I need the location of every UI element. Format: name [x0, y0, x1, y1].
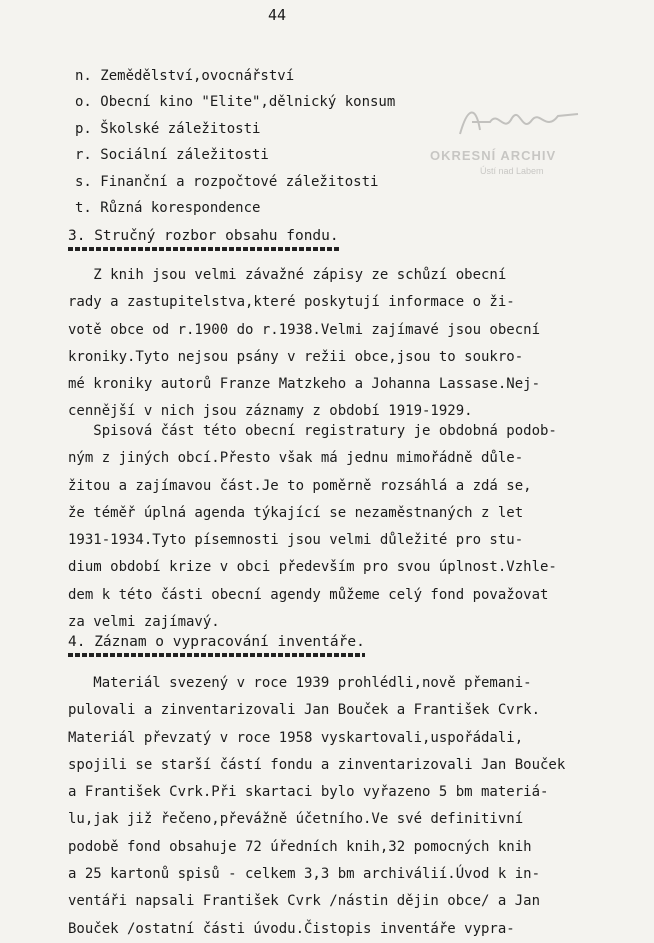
- list-item: r. Sociální záležitosti: [75, 147, 269, 164]
- text-line: mé kroniky autorů Franze Matzkeho a Johanna Lassase.Nej-: [68, 376, 541, 393]
- text-line: 1931-1934.Tyto písemnosti jsou velmi důležité pro stu-: [68, 532, 524, 549]
- text-line: Spisová část této obecní registratury je obdobná podob-: [68, 423, 557, 439]
- list-item: o. Obecní kino "Elite",dělnický konsum: [75, 94, 396, 111]
- page-number: 44: [268, 6, 287, 24]
- text-line: dem k této části obecní agendy můžeme celý fond považovat: [68, 586, 549, 603]
- text-line: ným z jiných obcí.Přesto však má jednu mimořádně důle-: [68, 450, 524, 467]
- section-3-heading-text: 3. Stručný rozbor obsahu fondu.: [68, 228, 339, 244]
- text-line: Materiál svezený v roce 1939 prohlédli,nově přemani-: [68, 675, 532, 691]
- text-line: že téměř úplná agenda týkající se nezaměstnaných z let: [68, 504, 524, 521]
- section-4-heading-text: 4. Záznam o vypracování inventáře.: [68, 634, 365, 650]
- text-line: kroniky.Tyto nejsou psány v režii obce,jsou to soukro-: [68, 348, 524, 365]
- text-line: votě obce od r.1900 do r.1938.Velmi zajímavé jsou obecní: [68, 321, 541, 338]
- text-line: cennější v nich jsou záznamy z období 1919-1929.: [68, 403, 473, 420]
- list-item: s. Finanční a rozpočtové záležitosti: [75, 173, 379, 190]
- list-item: n. Zemědělství,ovocnářství: [75, 68, 295, 84]
- section-3-paragraph-1: [68, 262, 628, 426]
- list-item: t. Různá korespondence: [75, 199, 261, 216]
- heading-underline: [68, 247, 339, 251]
- text-line: rady a zastupitelstva,které poskytují informace o ži-: [68, 294, 515, 311]
- stamp-line-1: OKRESNÍ ARCHIV: [430, 148, 557, 163]
- text-line: pulovali a zinventarizovali Jan Bouček a František Cvrk.: [68, 702, 541, 719]
- text-line: Bouček /ostatní části úvodu.Čistopis inventáře vypra-: [68, 920, 515, 937]
- text-line: Z knih jsou velmi závažné zápisy ze schůzí obecní: [68, 267, 507, 283]
- text-line: za velmi zajímavý.: [68, 614, 220, 631]
- text-line: žitou a zajímavou část.Je to poměrně rozsáhlá a zdá se,: [68, 477, 532, 494]
- text-line: lu,jak již řečeno,převážně účetního.Ve své definitivní: [68, 811, 524, 828]
- text-line: ventáři napsali František Cvrk /nástin dějin obce/ a Jan: [68, 893, 541, 910]
- section-3-paragraph-2: [68, 418, 628, 636]
- text-line: podobě fond obsahuje 72 úředních knih,32 pomocných knih: [68, 838, 532, 855]
- list-item: p. Školské záležitosti: [75, 120, 261, 137]
- text-line: a 25 kartonů spisů - celkem 3,3 bm archiválií.Úvod k in-: [68, 866, 541, 883]
- section-4-heading: [68, 634, 365, 657]
- section-3-heading: [68, 228, 339, 251]
- section-4-paragraph-1: [68, 670, 628, 943]
- category-list: [75, 63, 635, 221]
- text-line: dium období krize v obci především pro svou úplnost.Vzhle-: [68, 559, 557, 576]
- heading-underline: [68, 653, 365, 657]
- text-line: Materiál převzatý v roce 1958 vyskartovali,uspořádali,: [68, 729, 524, 746]
- text-line: a František Cvrk.Při skartaci bylo vyřazeno 5 bm materiá-: [68, 784, 549, 801]
- stamp-line-2: Ústí nad Labem: [480, 166, 544, 176]
- text-line: spojili se starší částí fondu a zinventarizovali Jan Bouček: [68, 756, 566, 773]
